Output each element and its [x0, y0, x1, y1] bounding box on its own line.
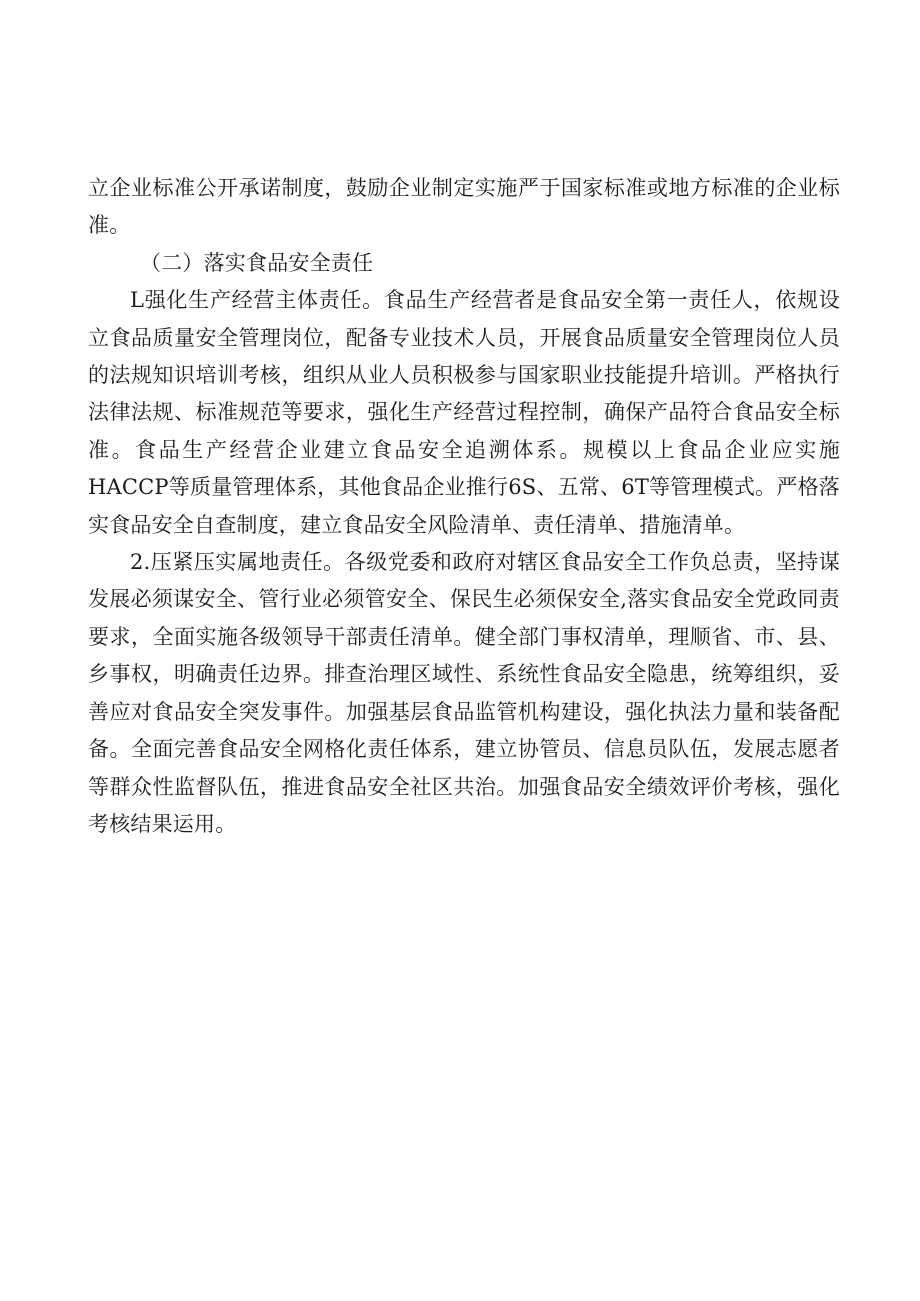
paragraph-continuation: 立企业标准公开承诺制度，鼓励企业制定实施严于国家标准或地方标准的企业标准。: [88, 176, 840, 238]
document-body: [88, 170, 840, 843]
paragraph-item-2: 2.压紧压实属地责任。各级党委和政府对辖区食品安全工作负总责，坚持谋发展必须谋安全、管行业必须管安全、保民生必须保安全,落实食品安全党政同责要求，全面实施各级领导干部责任清单。健全部门事权清单，理顺省、市、县、乡事权，明确责任边界。排查治理区域性、系统性食品安全隐患，统筹组织，妥善应对食品安全突发事件。加强基层食品监管机构建设，强化执法力量和装备配备。全面完善食品安全网格化责任体系，建立协管员、信息员队伍，发展志愿者等群众性监督队伍，推进食品安全社区共治。加强食品安全绩效评价考核，强化考核结果运用。: [88, 550, 840, 836]
paragraph-item-1: L强化生产经营主体责任。食品生产经营者是食品安全第一责任人，依规设立食品质量安全管理岗位，配备专业技术人员，开展食品质量安全管理岗位人员的法规知识培训考核，组织从业人员积极参与国家职业技能提升培训。严格执行法律法规、标准规范等要求，强化生产经营过程控制，确保产品符合食品安全标准。食品生产经营企业建立食品安全追溯体系。规模以上食品企业应实施HACCP等质量管理体系，其他食品企业推行6S、五常、6T等管理模式。严格落实食品安全自查制度，建立食品安全风险清单、责任清单、措施清单。: [88, 288, 840, 537]
section-heading: （二）落实食品安全责任: [140, 250, 374, 275]
